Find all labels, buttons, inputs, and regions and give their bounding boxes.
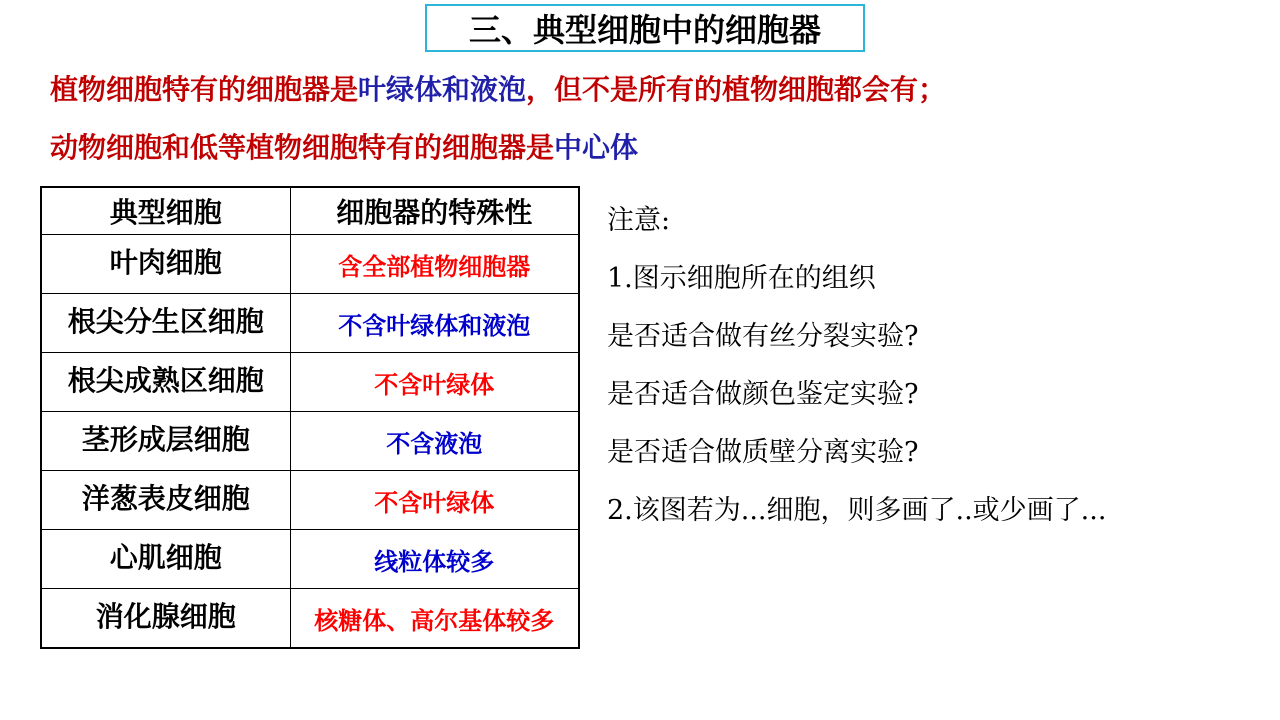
statement1-part2: ，但不是所有的植物细胞都会有； bbox=[526, 73, 947, 106]
page-title: 三、典型细胞中的细胞器 bbox=[425, 4, 865, 52]
typical-cells-table bbox=[40, 186, 580, 649]
cell-feature: 含全部植物细胞器 bbox=[290, 235, 579, 294]
statement2-highlight: 中心体 bbox=[554, 131, 639, 164]
cell-feature: 核糖体、高尔基体较多 bbox=[290, 589, 579, 649]
cell-name: 洋葱表皮细胞 bbox=[41, 471, 290, 530]
table-row bbox=[41, 294, 579, 353]
table-row bbox=[41, 471, 579, 530]
cell-name: 根尖分生区细胞 bbox=[41, 294, 290, 353]
notes-heading: 注意: bbox=[607, 205, 671, 236]
note-line: 1.图示细胞所在的组织 bbox=[607, 263, 876, 294]
cell-feature: 不含液泡 bbox=[290, 412, 579, 471]
cell-feature: 线粒体较多 bbox=[290, 530, 579, 589]
statement1-highlight: 叶绿体和液泡 bbox=[358, 73, 527, 106]
note-line: 是否适合做质壁分离实验? bbox=[607, 437, 919, 468]
header-cell-type: 典型细胞 bbox=[41, 187, 290, 235]
note-line: 2.该图若为...细胞，则多画了..或少画了... bbox=[607, 495, 1107, 526]
table-row bbox=[41, 589, 579, 649]
notes-panel bbox=[607, 197, 1106, 545]
table-row bbox=[41, 412, 579, 471]
note-line: 是否适合做颜色鉴定实验? bbox=[607, 379, 919, 410]
cell-name: 心肌细胞 bbox=[41, 530, 290, 589]
table-header-row bbox=[41, 187, 579, 235]
table-row bbox=[41, 353, 579, 412]
cell-feature: 不含叶绿体 bbox=[290, 353, 579, 412]
cell-name: 叶肉细胞 bbox=[41, 235, 290, 294]
table-row bbox=[41, 530, 579, 589]
statement1-part1: 植物细胞特有的细胞器是 bbox=[50, 73, 359, 106]
note-line: 是否适合做有丝分裂实验? bbox=[607, 321, 919, 352]
statement2-part1: 动物细胞和低等植物细胞特有的细胞器是 bbox=[50, 131, 555, 164]
table-row bbox=[41, 235, 579, 294]
cell-name: 茎形成层细胞 bbox=[41, 412, 290, 471]
plant-organelle-statement bbox=[50, 68, 946, 108]
cell-feature: 不含叶绿体 bbox=[290, 471, 579, 530]
cell-feature: 不含叶绿体和液泡 bbox=[290, 294, 579, 353]
header-organelle-feature: 细胞器的特殊性 bbox=[290, 187, 579, 235]
cell-name: 消化腺细胞 bbox=[41, 589, 290, 649]
cell-name: 根尖成熟区细胞 bbox=[41, 353, 290, 412]
animal-organelle-statement bbox=[50, 126, 638, 166]
